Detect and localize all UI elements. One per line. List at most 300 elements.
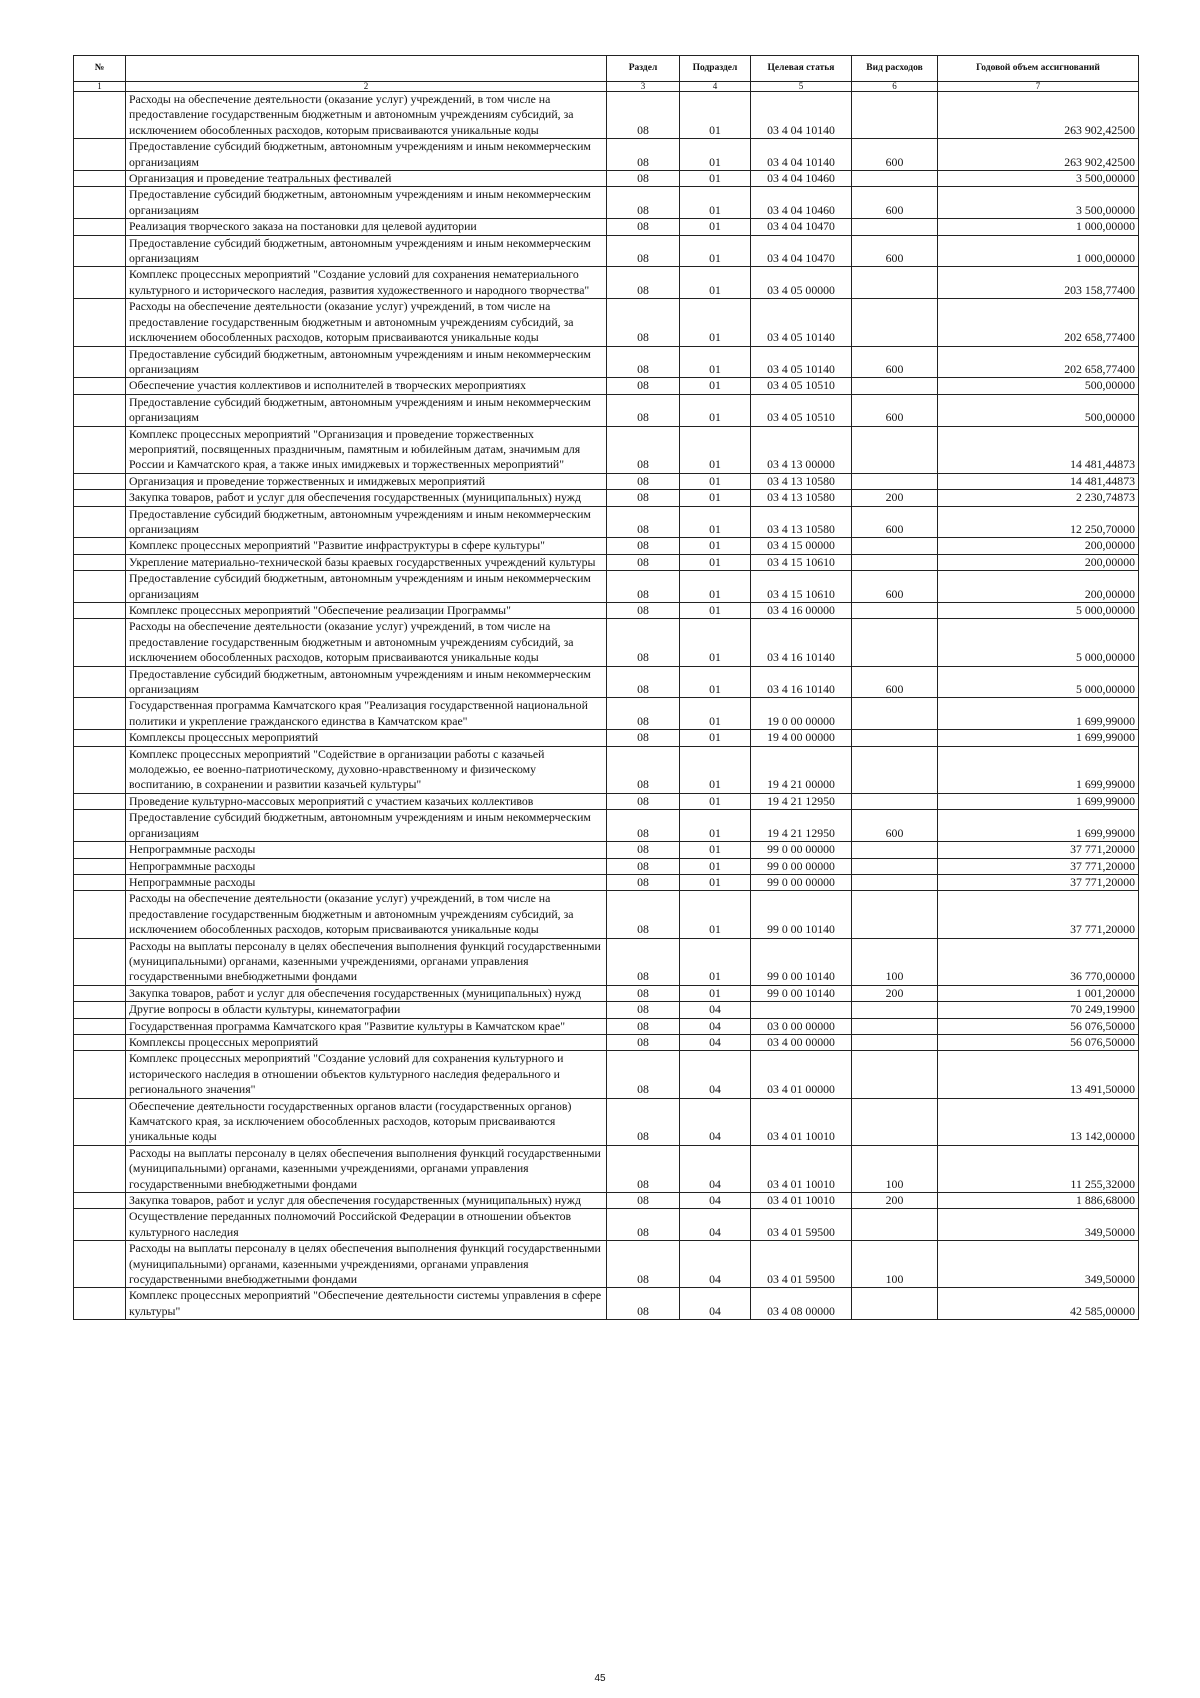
target-cell: 03 4 01 59500 <box>751 1241 852 1288</box>
table-row <box>74 139 1139 171</box>
target-cell: 03 4 00 00000 <box>751 1034 852 1050</box>
header-name <box>126 56 607 82</box>
item-name-cell: Расходы на обеспечение деятельности (оказание услуг) учреждений, в том числе на предоставление государственным бюджетным и автономным учреждениям субсидий, за исключением обособленных расходов, которым присваиваются уникальные коды <box>126 92 607 139</box>
row-number-cell <box>74 187 126 219</box>
section-cell: 08 <box>607 171 680 187</box>
target-cell: 99 0 00 00000 <box>751 874 852 890</box>
subsection-cell: 01 <box>680 666 751 698</box>
item-name-cell: Закупка товаров, работ и услуг для обеспечения государственных (муниципальных) нужд <box>126 985 607 1001</box>
item-name-cell: Непрограммные расходы <box>126 858 607 874</box>
item-name-cell: Реализация творческого заказа на постановки для целевой аудитории <box>126 219 607 235</box>
section-cell: 08 <box>607 874 680 890</box>
row-number-cell <box>74 1018 126 1034</box>
item-name-cell: Другие вопросы в области культуры, кинематографии <box>126 1002 607 1018</box>
amount-cell: 37 771,20000 <box>938 842 1139 858</box>
row-number-cell <box>74 394 126 426</box>
amount-cell: 263 902,42500 <box>938 92 1139 139</box>
amount-cell: 5 000,00000 <box>938 603 1139 619</box>
target-cell: 03 4 08 00000 <box>751 1288 852 1320</box>
page-number: 45 <box>594 1673 606 1684</box>
section-cell: 08 <box>607 219 680 235</box>
row-number-cell <box>74 810 126 842</box>
expense-type-cell: 200 <box>852 1193 938 1209</box>
amount-cell: 1 699,99000 <box>938 698 1139 730</box>
target-cell: 03 4 01 00000 <box>751 1051 852 1098</box>
budget-table <box>73 55 1139 1320</box>
target-cell: 99 0 00 10140 <box>751 985 852 1001</box>
row-number-cell <box>74 1098 126 1145</box>
target-cell: 99 0 00 10140 <box>751 938 852 985</box>
item-name-cell: Расходы на выплаты персоналу в целях обеспечения выполнения функций государственными (муниципальными) органами, казенными учреждениями, органами управления государственными внебюджетными фондами <box>126 1241 607 1288</box>
amount-cell: 3 500,00000 <box>938 171 1139 187</box>
target-cell: 03 4 15 10610 <box>751 554 852 570</box>
section-cell: 08 <box>607 1241 680 1288</box>
target-cell: 03 4 04 10460 <box>751 171 852 187</box>
table-row <box>74 554 1139 570</box>
section-cell: 08 <box>607 538 680 554</box>
table-row <box>74 346 1139 378</box>
amount-cell: 1 000,00000 <box>938 235 1139 267</box>
section-cell: 08 <box>607 571 680 603</box>
amount-cell: 500,00000 <box>938 394 1139 426</box>
section-cell: 08 <box>607 490 680 506</box>
table-row <box>74 1018 1139 1034</box>
subsection-cell: 01 <box>680 139 751 171</box>
subsection-cell: 01 <box>680 378 751 394</box>
target-cell: 19 4 21 00000 <box>751 746 852 793</box>
target-cell: 19 4 00 00000 <box>751 730 852 746</box>
table-row <box>74 1288 1139 1320</box>
target-cell: 03 4 16 10140 <box>751 619 852 666</box>
target-cell: 03 4 04 10140 <box>751 139 852 171</box>
table-row <box>74 698 1139 730</box>
amount-cell: 200,00000 <box>938 571 1139 603</box>
row-number-cell <box>74 985 126 1001</box>
item-name-cell: Расходы на обеспечение деятельности (оказание услуг) учреждений, в том числе на предоставление государственным бюджетным и автономным учреждениям субсидий, за исключением обособленных расходов, которым присваиваются уникальные коды <box>126 619 607 666</box>
item-name-cell: Организация и проведение торжественных и имиджевых мероприятий <box>126 473 607 489</box>
expense-type-cell <box>852 171 938 187</box>
subsection-cell: 01 <box>680 506 751 538</box>
section-cell: 08 <box>607 698 680 730</box>
target-cell: 03 4 15 10610 <box>751 571 852 603</box>
section-cell: 08 <box>607 619 680 666</box>
item-name-cell: Предоставление субсидий бюджетным, автономным учреждениям и иным некоммерческим организациям <box>126 346 607 378</box>
target-cell: 03 4 13 00000 <box>751 426 852 473</box>
amount-cell: 203 158,77400 <box>938 267 1139 299</box>
item-name-cell: Осуществление переданных полномочий Российской Федерации в отношении объектов культурного наследия <box>126 1209 607 1241</box>
target-cell: 03 4 13 10580 <box>751 506 852 538</box>
row-number-cell <box>74 842 126 858</box>
target-cell: 03 4 05 00000 <box>751 267 852 299</box>
section-cell: 08 <box>607 1034 680 1050</box>
expense-type-cell <box>852 1018 938 1034</box>
amount-cell: 1 699,99000 <box>938 746 1139 793</box>
target-cell: 03 4 16 10140 <box>751 666 852 698</box>
item-name-cell: Обеспечение деятельности государственных органов власти (государственных органов) Камчатского края, за исключением обособленных расходов, которым присваиваются уникальные коды <box>126 1098 607 1145</box>
expense-type-cell <box>852 378 938 394</box>
section-cell: 08 <box>607 394 680 426</box>
item-name-cell: Предоставление субсидий бюджетным, автономным учреждениям и иным некоммерческим организациям <box>126 139 607 171</box>
amount-cell: 1 886,68000 <box>938 1193 1139 1209</box>
item-name-cell: Организация и проведение театральных фестивалей <box>126 171 607 187</box>
subsection-cell: 01 <box>680 473 751 489</box>
table-row <box>74 1209 1139 1241</box>
section-cell: 08 <box>607 1209 680 1241</box>
table-body <box>74 92 1139 1320</box>
section-cell: 08 <box>607 1018 680 1034</box>
amount-cell: 349,50000 <box>938 1241 1139 1288</box>
expense-type-cell: 600 <box>852 666 938 698</box>
section-cell: 08 <box>607 1098 680 1145</box>
target-cell: 03 4 16 00000 <box>751 603 852 619</box>
row-number-cell <box>74 793 126 809</box>
section-cell: 08 <box>607 858 680 874</box>
target-cell: 99 0 00 00000 <box>751 842 852 858</box>
subsection-cell: 01 <box>680 730 751 746</box>
amount-cell: 37 771,20000 <box>938 891 1139 938</box>
amount-cell: 263 902,42500 <box>938 139 1139 171</box>
table-row <box>74 299 1139 346</box>
expense-type-cell: 100 <box>852 1241 938 1288</box>
subsection-cell: 04 <box>680 1145 751 1192</box>
item-name-cell: Предоставление субсидий бюджетным, автономным учреждениям и иным некоммерческим организациям <box>126 810 607 842</box>
item-name-cell: Расходы на обеспечение деятельности (оказание услуг) учреждений, в том числе на предоставление государственным бюджетным и автономным учреждениям субсидий, за исключением обособленных расходов, которым присваиваются уникальные коды <box>126 299 607 346</box>
table-row <box>74 1241 1139 1288</box>
expense-type-cell <box>852 1051 938 1098</box>
expense-type-cell: 600 <box>852 506 938 538</box>
table-row <box>74 1034 1139 1050</box>
amount-cell: 14 481,44873 <box>938 426 1139 473</box>
target-cell: 03 4 01 59500 <box>751 1209 852 1241</box>
subsection-cell: 01 <box>680 793 751 809</box>
section-cell: 08 <box>607 842 680 858</box>
item-name-cell: Государственная программа Камчатского края "Развитие культуры в Камчатском крае" <box>126 1018 607 1034</box>
section-cell: 08 <box>607 554 680 570</box>
header-target: Целевая статья <box>751 56 852 82</box>
item-name-cell: Расходы на выплаты персоналу в целях обеспечения выполнения функций государственными (муниципальными) органами, казенными учреждениями, органами управления государственными внебюджетными фондами <box>126 938 607 985</box>
target-cell: 03 4 15 00000 <box>751 538 852 554</box>
item-name-cell: Комплексы процессных мероприятий <box>126 1034 607 1050</box>
subsection-cell: 01 <box>680 985 751 1001</box>
subsection-cell: 01 <box>680 698 751 730</box>
section-cell: 08 <box>607 1288 680 1320</box>
table-row <box>74 506 1139 538</box>
amount-cell: 3 500,00000 <box>938 187 1139 219</box>
subsection-cell: 04 <box>680 1051 751 1098</box>
section-cell: 08 <box>607 1002 680 1018</box>
target-cell: 19 0 00 00000 <box>751 698 852 730</box>
section-cell: 08 <box>607 506 680 538</box>
table-row <box>74 538 1139 554</box>
row-number-cell <box>74 1051 126 1098</box>
amount-cell: 56 076,50000 <box>938 1034 1139 1050</box>
item-name-cell: Укрепление материально-технической базы краевых государственных учреждений культуры <box>126 554 607 570</box>
item-name-cell: Закупка товаров, работ и услуг для обеспечения государственных (муниципальных) нужд <box>126 490 607 506</box>
table-row <box>74 603 1139 619</box>
section-cell: 08 <box>607 891 680 938</box>
table-row <box>74 171 1139 187</box>
section-cell: 08 <box>607 139 680 171</box>
row-number-cell <box>74 1193 126 1209</box>
subsection-cell: 01 <box>680 746 751 793</box>
amount-cell: 5 000,00000 <box>938 619 1139 666</box>
subsection-cell: 04 <box>680 1193 751 1209</box>
section-cell: 08 <box>607 187 680 219</box>
row-number-cell <box>74 698 126 730</box>
amount-cell: 14 481,44873 <box>938 473 1139 489</box>
table-row <box>74 426 1139 473</box>
expense-type-cell <box>852 842 938 858</box>
subsection-cell: 01 <box>680 858 751 874</box>
section-cell: 08 <box>607 810 680 842</box>
amount-cell: 36 770,00000 <box>938 938 1139 985</box>
subsection-cell: 01 <box>680 810 751 842</box>
column-number: 7 <box>938 82 1139 92</box>
expense-type-cell <box>852 92 938 139</box>
expense-type-cell <box>852 538 938 554</box>
expense-type-cell: 200 <box>852 490 938 506</box>
target-cell: 03 4 01 10010 <box>751 1193 852 1209</box>
target-cell: 03 4 04 10460 <box>751 187 852 219</box>
item-name-cell: Расходы на выплаты персоналу в целях обеспечения выполнения функций государственными (муниципальными) органами, казенными учреждениями, органами управления государственными внебюджетными фондами <box>126 1145 607 1192</box>
row-number-cell <box>74 938 126 985</box>
section-cell: 08 <box>607 793 680 809</box>
expense-type-cell: 600 <box>852 394 938 426</box>
item-name-cell: Обеспечение участия коллективов и исполнителей в творческих мероприятиях <box>126 378 607 394</box>
section-cell: 08 <box>607 267 680 299</box>
item-name-cell: Предоставление субсидий бюджетным, автономным учреждениям и иным некоммерческим организациям <box>126 571 607 603</box>
subsection-cell: 01 <box>680 92 751 139</box>
target-cell: 03 4 05 10140 <box>751 299 852 346</box>
amount-cell: 1 000,00000 <box>938 219 1139 235</box>
row-number-cell <box>74 267 126 299</box>
expense-type-cell: 100 <box>852 938 938 985</box>
table-row <box>74 985 1139 1001</box>
table-row <box>74 1145 1139 1192</box>
item-name-cell: Комплекс процессных мероприятий "Развитие инфраструктуры в сфере культуры" <box>126 538 607 554</box>
expense-type-cell <box>852 874 938 890</box>
section-cell: 08 <box>607 473 680 489</box>
table-row <box>74 187 1139 219</box>
item-name-cell: Комплекс процессных мероприятий "Обеспечение деятельности системы управления в сфере культуры" <box>126 1288 607 1320</box>
subsection-cell: 04 <box>680 1018 751 1034</box>
expense-type-cell <box>852 619 938 666</box>
item-name-cell: Комплекс процессных мероприятий "Содействие в организации работы с казачьей молодежью, ее военно-патриотическому, духовно-нравственному и физическому воспитанию, в сохранении и развитии казачьей культуры" <box>126 746 607 793</box>
expense-type-cell <box>852 473 938 489</box>
table-row <box>74 235 1139 267</box>
row-number-cell <box>74 1209 126 1241</box>
expense-type-cell <box>852 267 938 299</box>
expense-type-cell <box>852 1209 938 1241</box>
section-cell: 08 <box>607 1193 680 1209</box>
table-row <box>74 1002 1139 1018</box>
item-name-cell: Комплекс процессных мероприятий "Создание условий для сохранения культурного и исторического наследия в отношении объектов культурного наследия федерального и регионального значения" <box>126 1051 607 1098</box>
subsection-cell: 01 <box>680 554 751 570</box>
expense-type-cell <box>852 1288 938 1320</box>
item-name-cell: Предоставление субсидий бюджетным, автономным учреждениям и иным некоммерческим организациям <box>126 187 607 219</box>
subsection-cell: 04 <box>680 1002 751 1018</box>
column-number: 2 <box>126 82 607 92</box>
table-row <box>74 810 1139 842</box>
item-name-cell: Предоставление субсидий бюджетным, автономным учреждениям и иным некоммерческим организациям <box>126 506 607 538</box>
expense-type-cell: 200 <box>852 985 938 1001</box>
table-row <box>74 874 1139 890</box>
amount-cell: 13 142,00000 <box>938 1098 1139 1145</box>
target-cell: 03 4 01 10010 <box>751 1098 852 1145</box>
amount-cell: 70 249,19900 <box>938 1002 1139 1018</box>
subsection-cell: 01 <box>680 299 751 346</box>
expense-type-cell <box>852 1034 938 1050</box>
expense-type-cell: 600 <box>852 571 938 603</box>
row-number-cell <box>74 426 126 473</box>
table-row <box>74 219 1139 235</box>
amount-cell: 56 076,50000 <box>938 1018 1139 1034</box>
header-section: Раздел <box>607 56 680 82</box>
amount-cell: 12 250,70000 <box>938 506 1139 538</box>
row-number-cell <box>74 874 126 890</box>
section-cell: 08 <box>607 666 680 698</box>
row-number-cell <box>74 299 126 346</box>
expense-type-cell: 100 <box>852 1145 938 1192</box>
amount-cell: 1 001,20000 <box>938 985 1139 1001</box>
table-row <box>74 490 1139 506</box>
column-number: 6 <box>852 82 938 92</box>
subsection-cell: 01 <box>680 938 751 985</box>
item-name-cell: Комплекс процессных мероприятий "Обеспечение реализации Программы" <box>126 603 607 619</box>
expense-type-cell <box>852 891 938 938</box>
row-number-cell <box>74 346 126 378</box>
row-number-cell <box>74 92 126 139</box>
table-row <box>74 473 1139 489</box>
target-cell: 99 0 00 00000 <box>751 858 852 874</box>
amount-cell: 1 699,99000 <box>938 793 1139 809</box>
item-name-cell: Предоставление субсидий бюджетным, автономным учреждениям и иным некоммерческим организациям <box>126 235 607 267</box>
amount-cell: 200,00000 <box>938 538 1139 554</box>
header-number: № <box>74 56 126 82</box>
section-cell: 08 <box>607 730 680 746</box>
table-row <box>74 571 1139 603</box>
item-name-cell: Закупка товаров, работ и услуг для обеспечения государственных (муниципальных) нужд <box>126 1193 607 1209</box>
expense-type-cell <box>852 554 938 570</box>
amount-cell: 5 000,00000 <box>938 666 1139 698</box>
item-name-cell: Комплексы процессных мероприятий <box>126 730 607 746</box>
target-cell: 03 4 13 10580 <box>751 490 852 506</box>
table-row <box>74 891 1139 938</box>
subsection-cell: 01 <box>680 219 751 235</box>
table-row <box>74 92 1139 139</box>
row-number-cell <box>74 571 126 603</box>
subsection-cell: 01 <box>680 235 751 267</box>
row-number-cell <box>74 1288 126 1320</box>
amount-cell: 500,00000 <box>938 378 1139 394</box>
target-cell: 03 4 05 10140 <box>751 346 852 378</box>
item-name-cell: Государственная программа Камчатского края "Реализация государственной национальной политики и укрепление гражданского единства в Камчатском крае" <box>126 698 607 730</box>
target-cell: 19 4 21 12950 <box>751 793 852 809</box>
section-cell: 08 <box>607 603 680 619</box>
row-number-cell <box>74 858 126 874</box>
header-subsection: Подраздел <box>680 56 751 82</box>
table-row <box>74 1098 1139 1145</box>
expense-type-cell <box>852 1002 938 1018</box>
expense-type-cell <box>852 426 938 473</box>
table-row <box>74 730 1139 746</box>
expense-type-cell: 600 <box>852 346 938 378</box>
expense-type-cell <box>852 1098 938 1145</box>
item-name-cell: Предоставление субсидий бюджетным, автономным учреждениям и иным некоммерческим организациям <box>126 666 607 698</box>
expense-type-cell <box>852 698 938 730</box>
expense-type-cell <box>852 603 938 619</box>
expense-type-cell: 600 <box>852 187 938 219</box>
target-cell: 03 4 05 10510 <box>751 378 852 394</box>
item-name-cell: Непрограммные расходы <box>126 842 607 858</box>
section-cell: 08 <box>607 92 680 139</box>
table-row <box>74 858 1139 874</box>
subsection-cell: 04 <box>680 1288 751 1320</box>
row-number-cell <box>74 746 126 793</box>
amount-cell: 200,00000 <box>938 554 1139 570</box>
item-name-cell: Предоставление субсидий бюджетным, автономным учреждениям и иным некоммерческим организациям <box>126 394 607 426</box>
amount-cell: 1 699,99000 <box>938 730 1139 746</box>
subsection-cell: 01 <box>680 171 751 187</box>
table-row <box>74 1051 1139 1098</box>
target-cell: 99 0 00 10140 <box>751 891 852 938</box>
target-cell: 03 4 04 10470 <box>751 235 852 267</box>
table-row <box>74 666 1139 698</box>
subsection-cell: 01 <box>680 538 751 554</box>
section-cell: 08 <box>607 426 680 473</box>
subsection-cell: 01 <box>680 619 751 666</box>
column-number: 1 <box>74 82 126 92</box>
target-cell: 03 4 04 10140 <box>751 92 852 139</box>
amount-cell: 13 491,50000 <box>938 1051 1139 1098</box>
expense-type-cell <box>852 858 938 874</box>
column-number: 5 <box>751 82 852 92</box>
amount-cell: 37 771,20000 <box>938 874 1139 890</box>
column-number-row <box>74 82 1139 92</box>
row-number-cell <box>74 538 126 554</box>
row-number-cell <box>74 490 126 506</box>
item-name-cell: Расходы на обеспечение деятельности (оказание услуг) учреждений, в том числе на предоставление государственным бюджетным и автономным учреждениям субсидий, за исключением обособленных расходов, которым присваиваются уникальные коды <box>126 891 607 938</box>
target-cell: 03 4 05 10510 <box>751 394 852 426</box>
table-row <box>74 746 1139 793</box>
table-row <box>74 619 1139 666</box>
amount-cell: 349,50000 <box>938 1209 1139 1241</box>
subsection-cell: 01 <box>680 891 751 938</box>
target-cell: 03 4 04 10470 <box>751 219 852 235</box>
item-name-cell: Непрограммные расходы <box>126 874 607 890</box>
subsection-cell: 04 <box>680 1034 751 1050</box>
subsection-cell: 01 <box>680 490 751 506</box>
row-number-cell <box>74 171 126 187</box>
row-number-cell <box>74 666 126 698</box>
table-row <box>74 938 1139 985</box>
subsection-cell: 01 <box>680 267 751 299</box>
subsection-cell: 01 <box>680 571 751 603</box>
row-number-cell <box>74 506 126 538</box>
section-cell: 08 <box>607 746 680 793</box>
subsection-cell: 01 <box>680 874 751 890</box>
row-number-cell <box>74 730 126 746</box>
subsection-cell: 04 <box>680 1098 751 1145</box>
row-number-cell <box>74 619 126 666</box>
subsection-cell: 04 <box>680 1241 751 1288</box>
target-cell: 03 4 13 10580 <box>751 473 852 489</box>
subsection-cell: 01 <box>680 346 751 378</box>
expense-type-cell <box>852 299 938 346</box>
subsection-cell: 01 <box>680 842 751 858</box>
row-number-cell <box>74 235 126 267</box>
target-cell: 19 4 21 12950 <box>751 810 852 842</box>
